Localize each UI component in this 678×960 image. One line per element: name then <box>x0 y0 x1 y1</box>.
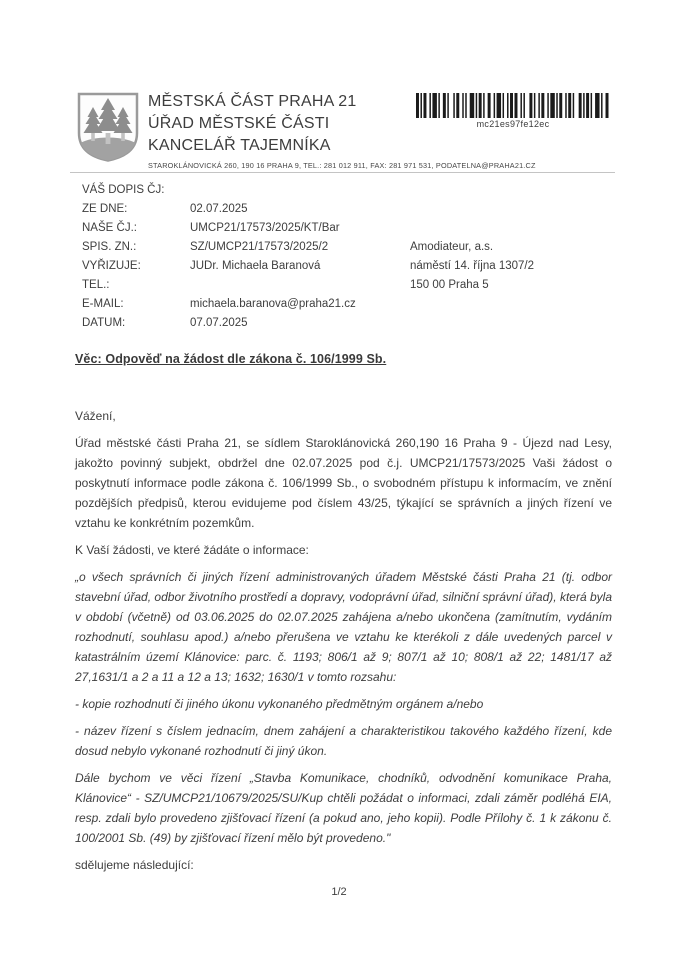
subject-line: Věc: Odpověď na žádost dle zákona č. 106/1999 Sb. <box>75 352 387 366</box>
field-label: DATUM: <box>82 317 126 329</box>
field-row-nase-cj <box>82 219 412 238</box>
field-label: VYŘIZUJE: <box>82 260 141 272</box>
org-name-line-1: MĚSTSKÁ ČÁST PRAHA 21 <box>148 93 357 110</box>
recipient-name: Amodiateur, a.s. <box>410 241 494 253</box>
field-row-tel <box>82 276 412 295</box>
body-paragraph: Úřad městské části Praha 21, se sídlem Staroklánovická 260,190 16 Praha 9 - Újezd nad Lesy, jakožto povinný subjekt, obdržel dne 02.07.2025 pod č.j. UMCP21/17573/2025 Vaši žádost o poskytnutí informace podle zákona č. 106/1999 Sb., o svobodném přístupu k informacím, ve znění pozdějších předpisů, kterou evidujeme pod číslem 43/25, týkající se správních a jiných řízení ve vztahu ke konkrétním pozemkům. <box>75 436 612 530</box>
field-row-vas-dopis <box>82 181 412 200</box>
page-number: 1/2 <box>331 886 347 898</box>
field-row-ze-dne <box>82 200 412 219</box>
recipient-address <box>410 238 534 295</box>
salutation: Vážení, <box>75 409 116 423</box>
field-value: JUDr. Michaela Baranová <box>190 260 321 272</box>
recipient-street: náměstí 14. října 1307/2 <box>410 260 535 272</box>
field-value: 07.07.2025 <box>190 317 248 329</box>
field-label: SPIS. ZN.: <box>82 241 137 253</box>
field-value: SZ/UMCP21/17573/2025/2 <box>190 241 329 253</box>
field-value: michaela.baranova@praha21.cz <box>190 298 356 310</box>
reference-fields <box>82 181 412 333</box>
field-value <box>190 181 412 200</box>
coat-of-arms-logo <box>76 91 140 163</box>
header-contact-line: STAROKLÁNOVICKÁ 260, 190 16 PRAHA 9, TEL.: 281 012 911, FAX: 281 971 531, PODATELNA@PRAHA21.CZ <box>148 161 536 170</box>
field-value: 02.07.2025 <box>190 203 248 215</box>
barcode-image <box>416 93 610 118</box>
header-divider <box>70 172 615 173</box>
org-name-line-3: KANCELÁŘ TAJEMNÍKA <box>148 137 331 154</box>
field-label: TEL.: <box>82 279 110 291</box>
field-label: ZE DNE: <box>82 203 128 215</box>
field-row-datum <box>82 314 412 333</box>
field-label: VÁŠ DOPIS ČJ: <box>82 184 165 196</box>
field-label: NAŠE ČJ.: <box>82 222 137 234</box>
barcode <box>416 93 610 129</box>
field-value: UMCP21/17573/2025/KT/Bar <box>190 222 340 234</box>
org-name-line-2: ÚŘAD MĚSTSKÉ ČÁSTI <box>148 115 330 132</box>
body-paragraph-quote: - název řízení s číslem jednacím, dnem zahájení a charakteristikou takového každého řízení, kde dosud nebylo vykonané rozhodnutí či jiný úkon. <box>75 724 612 758</box>
body-paragraph: K Vaší žádosti, ve které žádáte o informace: <box>75 543 309 557</box>
field-row-vyrizuje <box>82 257 412 276</box>
body-paragraph: sdělujeme následující: <box>75 858 194 872</box>
letter-body <box>75 406 612 882</box>
recipient-city: 150 00 Praha 5 <box>410 279 489 291</box>
field-value <box>190 276 412 295</box>
body-paragraph-quote: Dále bychom ve věci řízení „Stavba Komunikace, chodníků, odvodnění komunikace Praha, Klánovice“ - SZ/UMCP21/10679/2025/SU/Kup chtěli požádat o informaci, zdali záměr podléhá EIA, resp. zdali bylo provedeno zjišťovací řízení (a pokud ano, jeho kopii). Podle Přílohy č. 1 k zákonu č. 100/2001 Sb. (49) by zjišťovací řízení mělo být provedeno." <box>75 771 612 845</box>
field-label: E-MAIL: <box>82 298 124 310</box>
field-row-email <box>82 295 412 314</box>
barcode-text: mc21es97fe12ec <box>476 119 550 129</box>
body-paragraph-quote: „o všech správních či jiných řízení administrovaných úřadem Městské části Praha 21 (tj. odbor stavební úřad, odbor životního prostředí a dopravy, vodoprávní úřad, silniční správní úřad), která byla v období (včetně) od 03.06.2025 do 02.07.2025 zahájena a/nebo ukončena (zamítnutím, vydáním rozhodnutí, souhlasu apod.) a/nebo přerušena ve vztahu ke kterékoli z dále uvedených parcel v katastrálním území Klánovice: parc. č. 1193; 806/1 až 9; 807/1 až 10; 808/1 až 22; 1481/17 až 27,1631/1 a 2 a 11 a 12 a 13; 1632; 1630/1 v tomto rozsahu: <box>75 570 612 684</box>
field-row-spis-zn <box>82 238 412 257</box>
body-paragraph-quote: - kopie rozhodnutí či jiného úkonu vykonaného předmětným orgánem a/nebo <box>75 697 484 711</box>
